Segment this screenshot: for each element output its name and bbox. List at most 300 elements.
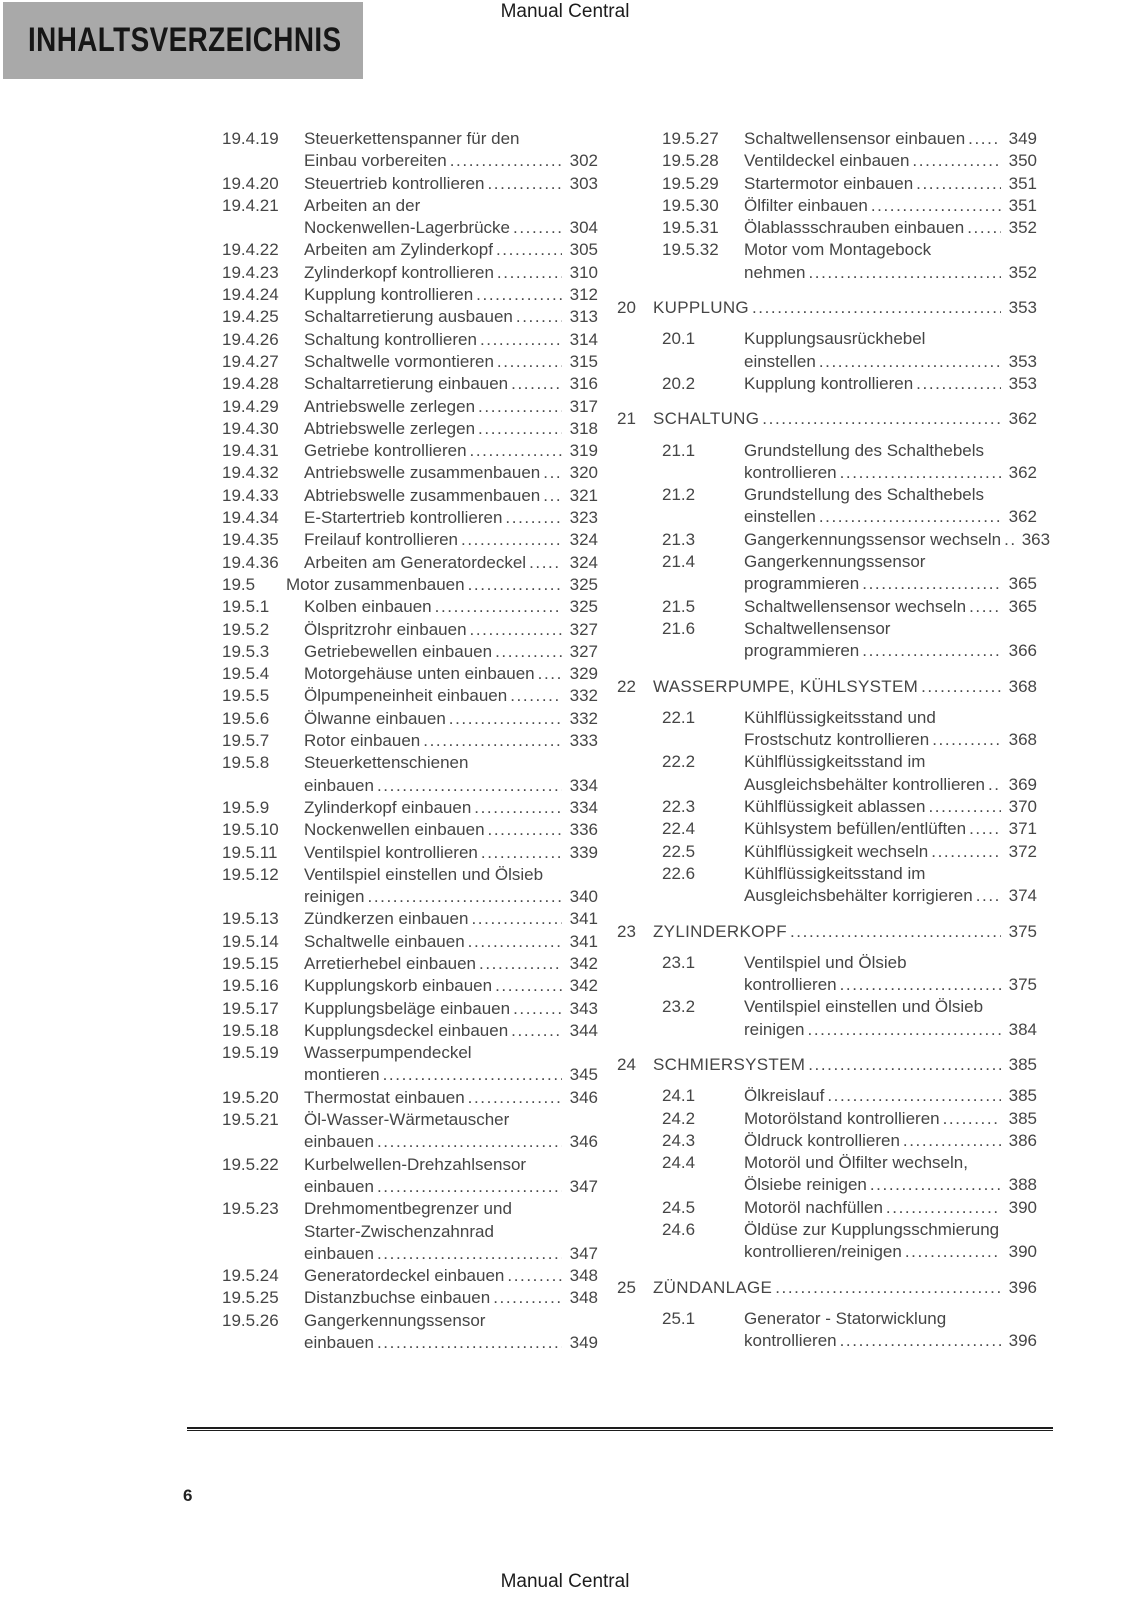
- toc-entry-lastline: [304, 239, 598, 261]
- toc-entry[interactable]: [222, 1109, 598, 1154]
- toc-entry-title: [304, 552, 598, 574]
- toc-entry-page: 332: [569, 686, 598, 706]
- toc-entry-lastline: [304, 619, 598, 641]
- toc-entry-title: [304, 284, 598, 306]
- toc-entry-page: 386: [1008, 1130, 1037, 1150]
- toc-entry-page: 319: [569, 441, 598, 461]
- toc-entry[interactable]: [222, 462, 598, 484]
- dot-leader: [493, 1287, 562, 1309]
- toc-entry-number: 19.4.23: [222, 262, 279, 282]
- toc-entry-lastline: [304, 529, 598, 551]
- toc-entry-page: 333: [569, 731, 598, 751]
- toc-entry-lastline: [304, 663, 598, 685]
- toc-entry[interactable]: [662, 596, 1037, 618]
- toc-entry-title: [304, 842, 598, 864]
- toc-entry-lastline: [744, 841, 1037, 863]
- toc-entry-number: 21.5: [662, 596, 696, 616]
- toc-entry-title: [304, 998, 598, 1020]
- toc-entry[interactable]: [662, 1085, 1037, 1107]
- dot-leader: [886, 1197, 1001, 1219]
- toc-entry[interactable]: [662, 484, 1037, 529]
- toc-entry[interactable]: [617, 408, 1037, 430]
- toc-entry-number: 19.4.24: [222, 285, 279, 305]
- toc-entry[interactable]: [222, 329, 598, 351]
- toc-entry-line: Kurbelwellen-Drehzahlsensor: [304, 1154, 527, 1174]
- dot-leader: [790, 921, 1001, 943]
- toc-entry[interactable]: [617, 921, 1037, 943]
- toc-entry-title: [304, 396, 598, 418]
- toc-entry-page: 342: [569, 976, 598, 996]
- toc-entry[interactable]: [617, 297, 1037, 319]
- toc-entry[interactable]: [662, 128, 1037, 150]
- toc-entry-number: 22.1: [662, 707, 696, 727]
- toc-entry-number: 19.4.30: [222, 418, 279, 438]
- toc-entry-line: montieren: [304, 1065, 380, 1085]
- toc-entry-line: Gangerkennungssensor wechseln: [744, 529, 1002, 549]
- toc-entry-number: 19.5.30: [662, 195, 719, 215]
- toc-entry[interactable]: [662, 707, 1037, 752]
- toc-entry-line: Zylinderkopf kontrollieren: [304, 262, 494, 282]
- toc-entry-title: [744, 863, 1037, 908]
- toc-entry-lastline: [744, 1108, 1037, 1130]
- toc-entry-line: Steuerkettenspanner für den: [304, 129, 520, 148]
- toc-entry-number: 19.4.36: [222, 552, 279, 572]
- toc-entry-lastline: [304, 418, 598, 440]
- dot-leader: [495, 975, 562, 997]
- toc-entry-line: einstellen: [744, 351, 816, 371]
- toc-entry-line: Kupplungsbeläge einbauen: [304, 998, 511, 1018]
- toc-entry-lastline: [304, 819, 598, 841]
- toc-entry[interactable]: [222, 1198, 598, 1265]
- toc-entry-page: 347: [569, 1176, 598, 1196]
- toc-entry[interactable]: [222, 440, 598, 462]
- toc-entry-lastline: [304, 150, 598, 172]
- toc-entry-title: [304, 797, 598, 819]
- dot-leader: [368, 886, 563, 908]
- toc-entry[interactable]: [662, 863, 1037, 908]
- toc-entry[interactable]: [617, 1277, 1037, 1299]
- toc-entry-line: Generatordeckel einbauen: [304, 1266, 505, 1286]
- toc-entry-number: 19.5.4: [222, 664, 270, 684]
- toc-entry[interactable]: [222, 931, 598, 953]
- toc-entry-lastline: [744, 640, 1037, 662]
- toc-entry-line: Ventildeckel einbauen: [744, 151, 910, 171]
- dot-leader: [468, 574, 562, 596]
- toc-entry-number: 21: [617, 409, 636, 429]
- toc-entry[interactable]: [222, 351, 598, 373]
- toc-entry-number: 24: [617, 1054, 636, 1074]
- toc-entry-line: Steuerkettenschienen: [304, 753, 469, 773]
- toc-entry-line: Wasserpumpendeckel: [304, 1043, 472, 1063]
- toc-entry-page: 314: [569, 329, 598, 349]
- toc-entry-line: Ölkreislauf: [744, 1086, 825, 1106]
- toc-entry-line: Arretierhebel einbauen: [304, 953, 477, 973]
- toc-entry-page: 369: [1008, 774, 1037, 794]
- toc-entry[interactable]: [662, 1152, 1037, 1197]
- toc-entry[interactable]: [222, 641, 598, 663]
- toc-entry-line: Thermostat einbauen: [304, 1087, 465, 1107]
- toc-entry-lastline: [744, 195, 1037, 217]
- toc-entry-page: 325: [569, 574, 598, 594]
- toc-entry-number: 22.2: [662, 752, 696, 772]
- toc-entry-title: [304, 1198, 598, 1265]
- toc-entry[interactable]: [222, 529, 598, 551]
- toc-entry[interactable]: [662, 1130, 1037, 1152]
- toc-entry-title: [744, 952, 1037, 997]
- toc-entry-title: [744, 217, 1037, 239]
- dot-leader: [377, 1131, 562, 1153]
- toc-entry-number: 24.1: [662, 1086, 696, 1106]
- dot-leader: [476, 284, 562, 306]
- toc-entry-page: 353: [1008, 298, 1037, 318]
- toc-entry[interactable]: [662, 239, 1037, 284]
- toc-entry-line: Antriebswelle zerlegen: [304, 396, 476, 416]
- toc-entry-title: [304, 1087, 598, 1109]
- toc-entry-title: [744, 818, 1037, 840]
- toc-entry-line: Abtriebswelle zusammenbauen: [304, 485, 541, 505]
- toc-entry[interactable]: [222, 797, 598, 819]
- dot-leader: [912, 150, 1001, 172]
- toc-entry-page: 372: [1008, 841, 1037, 861]
- toc-entry-line: Ausgleichsbehälter kontrollieren: [744, 774, 985, 794]
- toc-entry-line: Grundstellung des Schalthebels: [744, 485, 985, 505]
- toc-entry-title: [304, 641, 598, 663]
- toc-entry[interactable]: [222, 708, 598, 730]
- toc-entry-page: 352: [1008, 262, 1037, 282]
- toc-entry-number: 22.6: [662, 863, 696, 883]
- dot-leader: [932, 729, 1001, 751]
- toc-entry[interactable]: [662, 796, 1037, 818]
- toc-entry[interactable]: [662, 529, 1051, 551]
- toc-entry[interactable]: [222, 262, 598, 284]
- toc-entry[interactable]: [662, 952, 1037, 997]
- toc-entry-page: 302: [569, 151, 598, 171]
- toc-entry-page: 323: [569, 508, 598, 528]
- dot-leader: [819, 351, 1001, 373]
- toc-entry[interactable]: [222, 396, 598, 418]
- toc-entry-line: ZYLINDERKOPF: [653, 921, 787, 941]
- toc-entry-page: 371: [1008, 819, 1037, 839]
- toc-entry[interactable]: [222, 663, 598, 685]
- toc-entry-title: [744, 173, 1037, 195]
- toc-entry-line: Ausgleichsbehälter korrigieren: [744, 886, 973, 906]
- toc-entry-page: 362: [1008, 462, 1037, 482]
- toc-entry[interactable]: [662, 751, 1037, 796]
- toc-entry-page: 351: [1008, 173, 1037, 193]
- dot-leader: [480, 329, 562, 351]
- toc-entry-line: SCHMIERSYSTEM: [653, 1054, 806, 1074]
- toc-entry-title: [304, 1310, 598, 1355]
- toc-entry-page: 342: [569, 953, 598, 973]
- toc-entry-page: 396: [1008, 1277, 1037, 1297]
- toc-entry[interactable]: [222, 1287, 598, 1309]
- toc-entry-line: Gangerkennungssensor: [744, 552, 926, 572]
- toc-entry-line: Schaltung kontrollieren: [304, 329, 477, 349]
- toc-entry-lastline: [744, 885, 1037, 907]
- toc-entry-title: [304, 306, 598, 328]
- toc-entry-title: [304, 975, 598, 997]
- toc-entry-lastline: [304, 173, 598, 195]
- dot-leader: [903, 1130, 1001, 1152]
- toc-entry-title: [304, 685, 598, 707]
- dot-leader: [752, 297, 1001, 319]
- toc-entry-lastline: [744, 462, 1037, 484]
- dot-leader: [968, 128, 1001, 150]
- toc-entry-page: 374: [1008, 886, 1037, 906]
- toc-entry-line: Nockenwellen-Lagerbrücke: [304, 218, 511, 238]
- toc-entry-line: einbauen: [304, 1132, 374, 1152]
- toc-entry-title: [304, 529, 598, 551]
- toc-entry-lastline: [304, 1020, 598, 1042]
- dot-leader: [967, 217, 1001, 239]
- toc-entry-lastline: [304, 775, 598, 797]
- toc-entry-number: 19.4.32: [222, 463, 279, 483]
- toc-entry[interactable]: [662, 173, 1037, 195]
- toc-entry-number: 19.5.29: [662, 173, 719, 193]
- toc-entry-number: 19.5.20: [222, 1087, 279, 1107]
- dot-leader: [488, 819, 562, 841]
- toc-entry-page: 324: [569, 552, 598, 572]
- toc-entry-lastline: [744, 262, 1037, 284]
- toc-entry-lastline: [304, 306, 598, 328]
- toc-entry[interactable]: [222, 1087, 598, 1109]
- toc-entry-title: [304, 418, 598, 440]
- toc-entry-page: 362: [1008, 409, 1037, 429]
- toc-entry-title: [304, 173, 598, 195]
- toc-entry-line: Drehmomentbegrenzer und: [304, 1199, 512, 1219]
- toc-entry[interactable]: [222, 864, 598, 909]
- toc-entry-number: 19.5: [222, 574, 256, 594]
- toc-entry-title: [304, 752, 598, 797]
- toc-entry-number: 19.5.3: [222, 641, 270, 661]
- toc-entry[interactable]: [222, 619, 598, 641]
- toc-entry-title: [744, 328, 1037, 373]
- toc-entry-lastline: [744, 1085, 1037, 1107]
- toc-entry[interactable]: [222, 574, 598, 596]
- toc-entry[interactable]: [222, 239, 598, 261]
- toc-entry[interactable]: [222, 1310, 598, 1355]
- toc-entry-number: 19.5.19: [222, 1043, 279, 1063]
- toc-entry[interactable]: [222, 953, 598, 975]
- toc-entry-lastline: [653, 408, 1037, 430]
- toc-entry-line: Schaltwelle einbauen: [304, 931, 465, 951]
- toc-entry-number: 19.4.29: [222, 396, 279, 416]
- toc-entry[interactable]: [222, 908, 598, 930]
- toc-entry-number: 19.5.5: [222, 686, 270, 706]
- dot-leader: [969, 596, 1001, 618]
- toc-entry[interactable]: [662, 328, 1037, 373]
- toc-entry-number: 19.5.10: [222, 820, 279, 840]
- toc-entry-title: [653, 676, 1037, 698]
- dot-leader: [468, 931, 562, 953]
- toc-entry-page: 390: [1008, 1197, 1037, 1217]
- toc-entry-page: 349: [1008, 129, 1037, 148]
- toc-entry[interactable]: [617, 676, 1037, 698]
- toc-entry[interactable]: [222, 284, 598, 306]
- toc-entry-page: 324: [569, 530, 598, 550]
- toc-entry-title: [304, 1109, 598, 1154]
- toc-entry-line: Getriebewellen einbauen: [304, 641, 493, 661]
- toc-entry[interactable]: [662, 1308, 1037, 1353]
- toc-entry-title: [304, 931, 598, 953]
- toc-entry[interactable]: [222, 975, 598, 997]
- dot-leader: [511, 373, 562, 395]
- toc-entry[interactable]: [222, 1265, 598, 1287]
- dot-leader: [840, 1330, 1001, 1352]
- toc-entry-page: 305: [569, 240, 598, 260]
- toc-entry-title: [744, 751, 1037, 796]
- toc-entry[interactable]: [662, 1108, 1037, 1130]
- toc-entry-lastline: [744, 529, 1051, 551]
- toc-entry[interactable]: [662, 1219, 1037, 1264]
- toc-entry[interactable]: [222, 819, 598, 841]
- toc-entry-page: 339: [569, 842, 598, 862]
- toc-entry-line: Ventilspiel kontrollieren: [304, 842, 478, 862]
- toc-entry-line: Schaltwellensensor wechseln: [744, 596, 967, 616]
- dot-leader: [496, 239, 562, 261]
- toc-entry-number: 19.5.25: [222, 1288, 279, 1308]
- toc-entry-line: Motor vom Montagebock: [744, 240, 932, 260]
- footer-rule: [187, 1427, 1053, 1431]
- toc-entry-title: [304, 195, 598, 240]
- toc-entry[interactable]: [222, 552, 598, 574]
- toc-entry-line: Kupplungskorb einbauen: [304, 976, 493, 996]
- toc-entry[interactable]: [222, 418, 598, 440]
- toc-entry-line: Motorgehäuse unten einbauen: [304, 664, 535, 684]
- dot-leader: [478, 418, 562, 440]
- toc-entry[interactable]: [662, 818, 1037, 840]
- toc-entry[interactable]: [662, 217, 1037, 239]
- toc-entry-page: 320: [569, 463, 598, 483]
- toc-entry[interactable]: [662, 1197, 1037, 1219]
- toc-entry-lastline: [304, 998, 598, 1020]
- toc-entry-title: [304, 351, 598, 373]
- dot-leader: [513, 217, 562, 239]
- toc-entry-line: Kupplungsausrückhebel: [744, 329, 926, 349]
- toc-entry-page: 385: [1008, 1054, 1037, 1074]
- toc-entry[interactable]: [662, 440, 1037, 485]
- dot-leader: [468, 1087, 562, 1109]
- page-title: INHALTSVERZEICHNIS: [28, 21, 342, 59]
- toc-entry[interactable]: [222, 1042, 598, 1087]
- toc-entry[interactable]: [662, 618, 1037, 663]
- toc-entry-lastline: [744, 573, 1037, 595]
- toc-entry[interactable]: [222, 730, 598, 752]
- toc-entry-page: 363: [1021, 529, 1051, 549]
- toc-entry-number: 19.5.9: [222, 797, 270, 817]
- toc-entry[interactable]: [222, 507, 598, 529]
- toc-entry[interactable]: [222, 1020, 598, 1042]
- toc-entry[interactable]: [222, 685, 598, 707]
- toc-entry[interactable]: [662, 150, 1037, 172]
- toc-entry-page: 315: [569, 351, 598, 371]
- dot-leader: [808, 262, 1001, 284]
- dot-leader: [870, 1174, 1001, 1196]
- toc-entry-page: 332: [569, 708, 598, 728]
- toc-entry-number: 24.3: [662, 1130, 696, 1150]
- toc-entry-lastline: [653, 1277, 1037, 1299]
- dot-leader: [450, 150, 562, 172]
- toc-entry[interactable]: [222, 128, 598, 173]
- toc-entry-number: 19.5.28: [662, 151, 719, 171]
- toc-entry[interactable]: [222, 485, 598, 507]
- toc-entry[interactable]: [222, 842, 598, 864]
- dot-leader: [862, 573, 1001, 595]
- toc-entry[interactable]: [662, 996, 1037, 1041]
- toc-entry-page: 350: [1008, 151, 1037, 171]
- toc-entry-line: kontrollieren: [744, 462, 837, 482]
- toc-entry[interactable]: [222, 998, 598, 1020]
- toc-entry-line: Schaltwelle vormontieren: [304, 351, 494, 371]
- toc-entry[interactable]: [222, 1154, 598, 1199]
- toc-entry-lastline: [744, 974, 1037, 996]
- toc-entry-page: 327: [569, 641, 598, 661]
- toc-entry[interactable]: [662, 195, 1037, 217]
- toc-entry[interactable]: [222, 373, 598, 395]
- toc-entry-lastline: [744, 173, 1037, 195]
- toc-entry-page: 348: [569, 1288, 598, 1308]
- toc-entry-line: Grundstellung des Schalthebels: [744, 440, 985, 460]
- toc-entry-line: nehmen: [744, 262, 806, 282]
- dot-leader: [775, 1277, 1001, 1299]
- toc-entry-line: Arbeiten am Zylinderkopf: [304, 240, 493, 260]
- toc-entry[interactable]: [222, 306, 598, 328]
- dot-leader: [470, 440, 562, 462]
- toc-entry[interactable]: [662, 373, 1037, 395]
- toc-entry[interactable]: [222, 596, 598, 618]
- toc-entry-page: 368: [1008, 730, 1037, 750]
- toc-entry-number: 20: [617, 298, 636, 318]
- toc-entry-lastline: [744, 729, 1037, 751]
- toc-entry-number: 24.5: [662, 1197, 696, 1217]
- toc-entry-title: [744, 1308, 1037, 1353]
- toc-entry-lastline: [744, 1330, 1037, 1352]
- toc-entry-lastline: [304, 1243, 598, 1265]
- dot-leader: [511, 1020, 562, 1042]
- dot-leader: [497, 351, 562, 373]
- dot-leader: [840, 462, 1001, 484]
- toc-entry[interactable]: [222, 173, 598, 195]
- toc-entry[interactable]: [222, 752, 598, 797]
- dot-leader: [808, 1019, 1002, 1041]
- toc-entry[interactable]: [662, 551, 1037, 596]
- toc-entry[interactable]: [662, 841, 1037, 863]
- toc-entry-line: Getriebe kontrollieren: [304, 441, 467, 461]
- toc-entry-page: 334: [569, 775, 598, 795]
- toc-entry-number: 19.4.31: [222, 441, 279, 461]
- toc-entry-line: Ölfilter einbauen: [744, 195, 868, 215]
- toc-entry[interactable]: [222, 195, 598, 240]
- toc-entry-page: 353: [1008, 351, 1037, 371]
- toc-entry-lastline: [304, 284, 598, 306]
- toc-entry-line: Kühlflüssigkeit ablassen: [744, 797, 926, 817]
- toc-entry-lastline: [653, 1054, 1037, 1076]
- toc-entry-title: [744, 1130, 1037, 1152]
- toc-entry-page: 388: [1008, 1175, 1037, 1195]
- dot-leader: [478, 396, 562, 418]
- toc-entry-title: [304, 596, 598, 618]
- toc-entry-line: kontrollieren: [744, 1331, 837, 1351]
- toc-entry-number: 19.4.22: [222, 240, 279, 260]
- toc-entry-number: 22: [617, 676, 636, 696]
- toc-entry-lastline: [304, 396, 598, 418]
- toc-entry-number: 25: [617, 1277, 636, 1297]
- toc-entry-lastline: [304, 373, 598, 395]
- toc-entry[interactable]: [617, 1054, 1037, 1076]
- toc-entry-line: Gangerkennungssensor: [304, 1310, 486, 1330]
- toc-entry-lastline: [304, 641, 598, 663]
- toc-entry-lastline: [653, 297, 1037, 319]
